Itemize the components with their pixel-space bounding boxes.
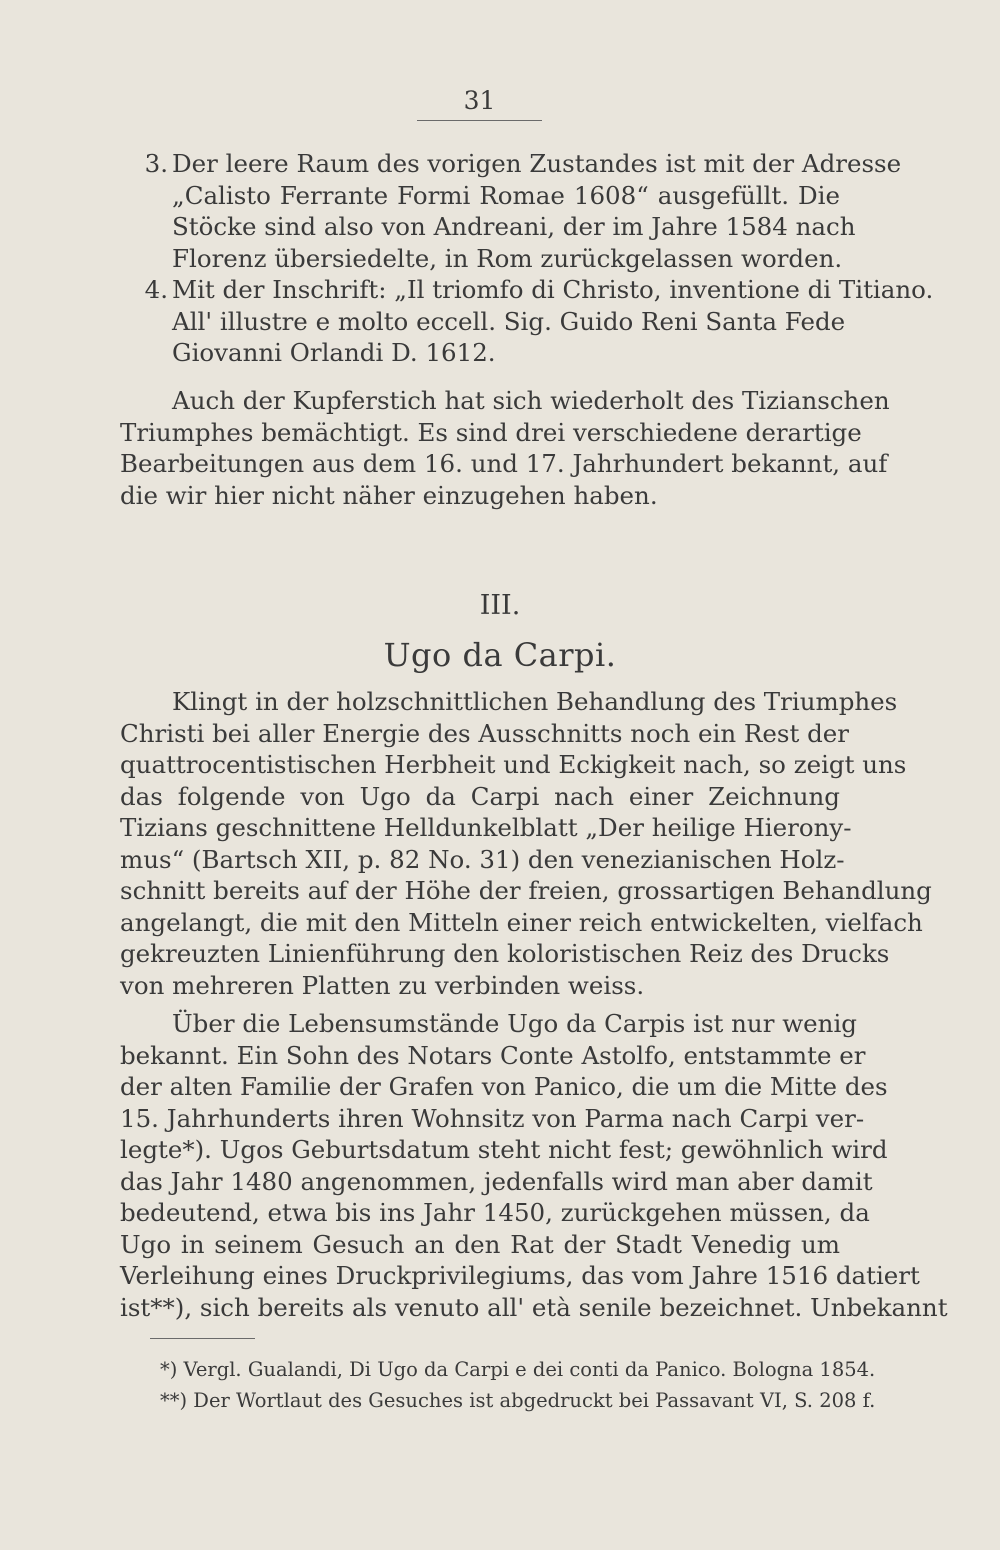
footnotes [160, 1354, 876, 1416]
text-line: Ugo in seinem Gesuch an den Rat der Stadt Venedig um [120, 1229, 840, 1259]
text-line: „Calisto Ferrante Formi Romae 1608“ ausgefüllt. Die [172, 180, 840, 210]
footnote-rule [150, 1338, 255, 1339]
text-line: schnitt bereits auf der Höhe der freien, grossartigen Behandlung [120, 876, 932, 905]
list-item-4 [120, 274, 934, 369]
text-line: das folgende von Ugo da Carpi nach einer Zeichnung [120, 781, 840, 811]
text-line: Verleihung eines Druckprivilegiums, das vom Jahre 1516 datiert [120, 1261, 920, 1290]
text-line: Klingt in der holzschnittlichen Behandlung des Triumphes [172, 687, 898, 716]
list-item-number: 4. [144, 275, 168, 304]
text-line: gekreuzten Linienführung den koloristischen Reiz des Drucks [120, 939, 890, 968]
list-item-number: 3. [144, 149, 168, 178]
footnote-1: *) Vergl. Gualandi, Di Ugo da Carpi e dei conti da Panico. Bologna 1854. [160, 1358, 876, 1381]
list-item-3 [120, 148, 902, 274]
page-number-rule [417, 120, 542, 121]
text-line: angelangt, die mit den Mitteln einer reich entwickelten, vielfach [120, 907, 923, 937]
text-line: Über die Lebensumstände Ugo da Carpis ist nur wenig [172, 1009, 857, 1038]
text-line: ist**), sich bereits als venuto all' età senile bezeichnet. Unbekannt [120, 1292, 948, 1322]
text-line: quattrocentistischen Herbheit und Eckigkeit nach, so zeigt uns [120, 750, 907, 779]
text-line: bekannt. Ein Sohn des Notars Conte Astolfo, entstammte er [120, 1040, 866, 1070]
text-line: Triumphes bemächtigt. Es sind drei verschiedene derartige [120, 417, 862, 447]
text-line: der alten Familie der Grafen von Panico, die um die Mitte des [120, 1072, 888, 1101]
numbered-list [120, 148, 934, 369]
text-line: legte*). Ugos Geburtsdatum steht nicht fest; gewöhnlich wird [120, 1135, 888, 1164]
text-line: Florenz übersiedelte, in Rom zurückgelassen worden. [172, 243, 843, 273]
paragraph-klingt [120, 686, 932, 1001]
section-title: Ugo da Carpi. [383, 636, 617, 674]
paragraph-kupferstich [120, 385, 890, 511]
text-line: Bearbeitungen aus dem 16. und 17. Jahrhundert bekannt, auf [120, 449, 888, 478]
text-line: Auch der Kupferstich hat sich wiederholt des Tizianschen [172, 386, 890, 415]
text-line: Tizians geschnittene Helldunkelblatt „Der heilige Hierony- [120, 813, 852, 842]
text-line: Christi bei aller Energie des Ausschnitts noch ein Rest der [120, 718, 849, 748]
page-number: 31 [463, 86, 496, 115]
footnote-2: **) Der Wortlaut des Gesuches ist abgedruckt bei Passavant VI, S. 208 f. [160, 1389, 876, 1412]
text-line: bedeutend, etwa bis ins Jahr 1450, zurückgehen müssen, da [120, 1198, 870, 1227]
text-line: Mit der Inschrift: „Il triomfo di Christo, inventione di Titiano. [172, 275, 934, 304]
section-numeral: III. [479, 590, 521, 621]
text-line: die wir hier nicht näher einzugehen haben. [120, 480, 658, 510]
text-line: All' illustre e molto eccell. Sig. Guido Reni Santa Fede [172, 306, 846, 336]
text-line: mus“ (Bartsch XII, p. 82 No. 31) den venezianischen Holz- [120, 844, 845, 874]
text-line: Stöcke sind also von Andreani, der im Jahre 1584 nach [172, 212, 856, 241]
paragraph-ueber [120, 1008, 948, 1323]
text-line: Der leere Raum des vorigen Zustandes ist mit der Adresse [172, 149, 902, 178]
text-line: von mehreren Platten zu verbinden weiss. [120, 970, 645, 1000]
text-line: 15. Jahrhunderts ihren Wohnsitz von Parma nach Carpi ver- [120, 1103, 865, 1133]
text-line: das Jahr 1480 angenommen, jedenfalls wird man aber damit [120, 1166, 873, 1196]
text-line: Giovanni Orlandi D. 1612. [172, 338, 496, 367]
